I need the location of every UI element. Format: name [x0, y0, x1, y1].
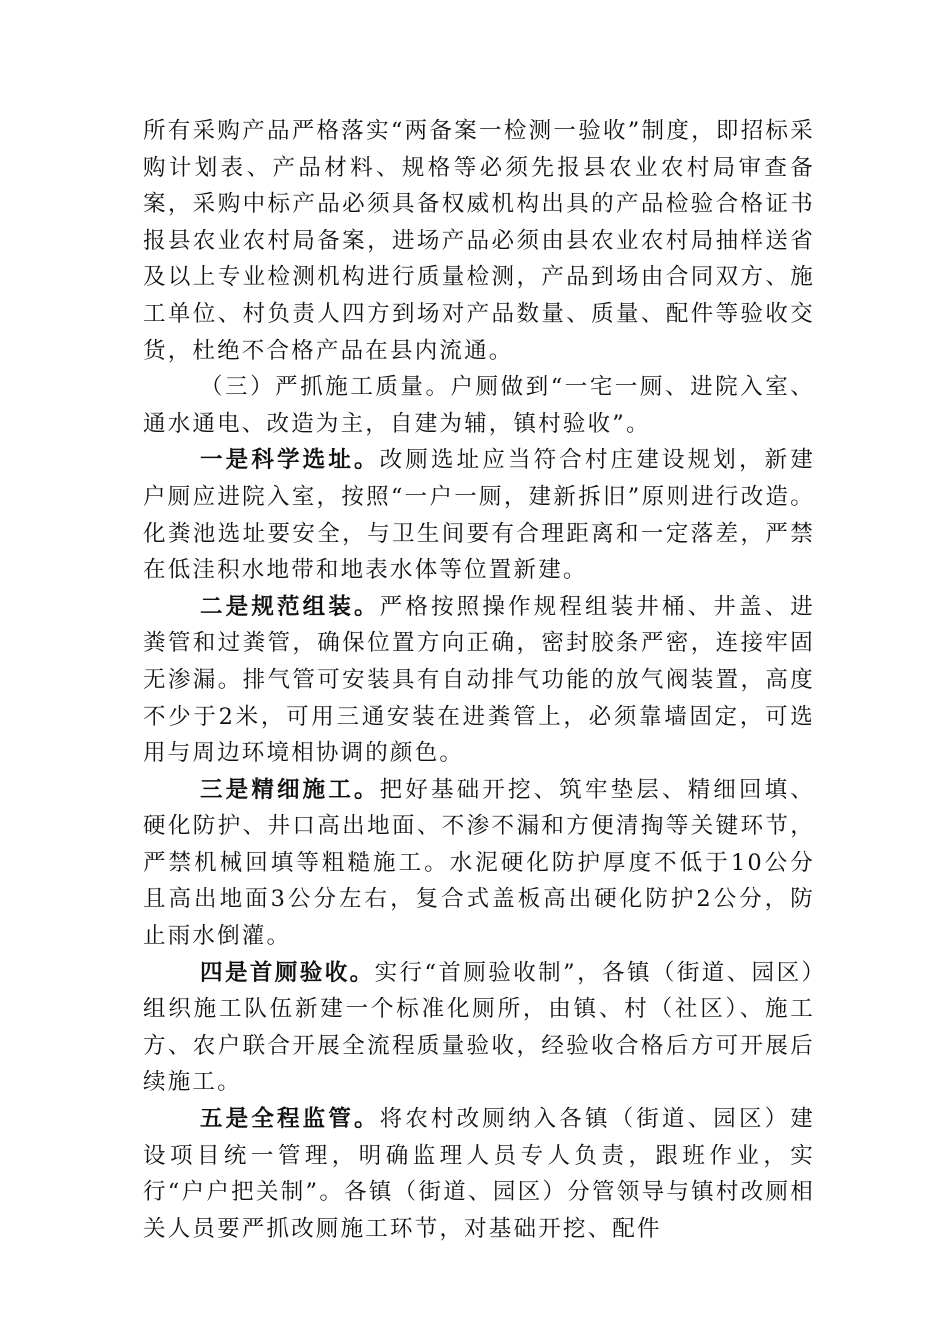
paragraph-lead: 一是科学选址。: [200, 447, 380, 474]
paragraph-lead: 二是规范组装。: [200, 593, 380, 620]
paragraph-lead: 五是全程监管。: [200, 1106, 380, 1133]
paragraph-construction-quality: [143, 369, 815, 442]
paragraph-text: 严格按照操作规程组装井桶、井盖、进粪管和过粪管，确保位置方向正确，密封胶条严密，连接牢固无渗漏。排气管可安装具有自动排气功能的放气阀装置，高度不少于2米，可用三通安装在进粪管上，必须靠墙固定，可选用与周边环境相协调的颜色。: [143, 593, 815, 767]
paragraph-assembly: [143, 589, 815, 772]
paragraph-fine-construction: [143, 772, 815, 955]
paragraph-text: （三）严抓施工质量。户厕做到“一宅一厕、进院入室、通水通电、改造为主，自建为辅，镇村验收”。: [143, 374, 815, 437]
paragraph-text: 所有采购产品严格落实“两备案一检测一验收”制度，即招标采购计划表、产品材料、规格等必须先报县农业农村局审查备案，采购中标产品必须具备权威机构出具的产品检验合格证书报县农业农村局备案，进场产品必须由县农业农村局抽样送省及以上专业检测机构进行质量检测，产品到场由合同双方、施工单位、村负责人四方到场对产品数量、质量、配件等验收交货，杜绝不合格产品在县内流通。: [143, 118, 815, 364]
paragraph-first-toilet-acceptance: [143, 955, 815, 1101]
paragraph-text: 将农村改厕纳入各镇（街道、园区）建设项目统一管理，明确监理人员专人负责，跟班作业，实行“户户把关制”。各镇（街道、园区）分管领导与镇村改厕相关人员要严抓改厕施工环节，对基础开挖、配件: [143, 1106, 815, 1242]
paragraph-full-supervision: [143, 1101, 815, 1247]
document-body: [143, 113, 815, 1247]
paragraph-lead: 三是精细施工。: [200, 776, 380, 803]
paragraph-text: 实行“首厕验收制”，各镇（街道、园区）组织施工队伍新建一个标准化厕所，由镇、村（社区）、施工方、农户联合开展全流程质量验收，经验收合格后方可开展后续施工。: [143, 959, 815, 1096]
paragraph-procurement: [143, 113, 815, 369]
paragraph-text: 把好基础开挖、筑牢垫层、精细回填、硬化防护、井口高出地面、不渗不漏和方便清掏等关键环节，严禁机械回填等粗糙施工。水泥硬化防护厚度不低于10公分且高出地面3公分左右，复合式盖板高出硬化防护2公分，防止雨水倒灌。: [143, 776, 815, 950]
paragraph-site-selection: [143, 442, 815, 588]
paragraph-text: 改厕选址应当符合村庄建设规划，新建户厕应进院入室，按照“一户一厕，建新拆旧”原则进行改造。化粪池选址要安全，与卫生间要有合理距离和一定落差，严禁在低洼积水地带和地表水体等位置新建。: [143, 447, 815, 584]
paragraph-lead: 四是首厕验收。: [200, 959, 375, 986]
